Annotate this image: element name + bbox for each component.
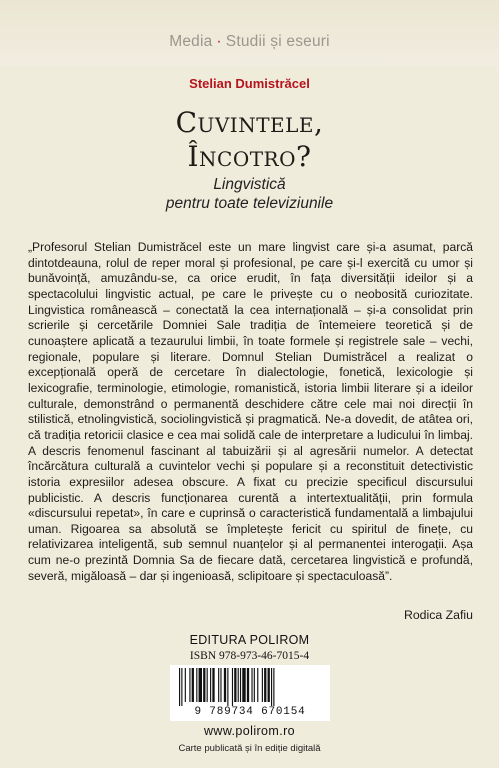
barcode-bar: [273, 668, 274, 706]
barcode-bar: [227, 668, 228, 706]
barcode-bar: [264, 668, 266, 702]
blurb-signature: Rodica Zafiu: [403, 608, 473, 622]
barcode-bar: [185, 668, 186, 702]
barcode-bar: [212, 668, 214, 702]
book-subtitle: [0, 175, 499, 213]
barcode-bar: [232, 668, 233, 706]
barcode-bar: [210, 668, 211, 702]
barcode-digits: 9 789734 670154: [194, 706, 306, 718]
barcode-bar: [242, 668, 245, 702]
barcode-bar: [196, 668, 197, 702]
barcode-bar: [257, 668, 258, 702]
series-right: Studii și eseuri: [225, 33, 330, 50]
barcode-bar: [268, 668, 270, 702]
blurb-text: „Profesorul Stelian Dumistrăcel este un mare lingvist care și-a asumat, parcă dintotdeauna, rolul de reper moral și profesional, pe care și-l exercită cu umor și bunăvoință, amuzându-se, ca orice erudit, în fața diversității ideilor și a spectacolului lingvistic actual, pe care le privește cu o neobosită curiozitate. Lingvistica românească – conectată la cea internațională – și-a consolidat prin scrierile și cercetările Domniei Sale tradiția de întemeiere teoretică și de cunoaștere aplicată a tezaurului limbii, în toate formele și registrele sale – vechi, regionale, populare și literare. Domnul Stelian Dumistrăcel a realizat o excepțională operă de cercetare în dialectologie, fonetică, lexicologie și lexicografie, terminologie, etimologie, romanistică, istoria limbii literare și a ideilor culturale, demonstrând o permanentă deschidere către cele mai noi direcții în stilistică, etnolingvistică, sociolingvistică și pragmatică. Ne-a dovedit, de atâtea ori, că tradiția retoricii clasice e cea mai solidă cale de interpretare a ludicului în limbaj. A descris fenomenul fascinant al tabuizării și al agresării numelor. A detectat încărcătura culturală a cuvintelor vechi și populare și a reconstituit detectivistic istoria expresiilor adesea obscure. A fixat cu precizie specificul discursului publicistic. A descris funcționarea curentă a intertextualității, prin formula «discursului repetat», în care e cuprinsă o caracteristică fundamentală a limbajului uman. Rigoarea sa absolută se împletește fericit cu spiritul de finețe, cu relativizarea inteligentă, sub semnul nuanțelor și al permanentei interogații. Așa cum ne-o prezintă Domnia Sa de fiecare dată, cercetarea lingvistică e profundă, severă, migăloasă – dar și ingenioasă, sclipitoare și spectaculoasă”.: [28, 240, 473, 583]
barcode-bars: [177, 668, 323, 706]
barcode-bar: [199, 668, 202, 702]
barcode-bar: [203, 668, 205, 702]
subtitle-line-1: Lingvistică: [213, 176, 286, 193]
barcode-bar: [181, 668, 182, 706]
publisher-website: www.polirom.ro: [203, 724, 296, 738]
barcode-bar: [254, 668, 255, 702]
barcode-bar: [179, 668, 180, 706]
barcode-bar: [218, 668, 219, 702]
barcode-bar: [251, 668, 252, 702]
series-line: [0, 33, 499, 51]
digital-edition-note: Carte publicată și în ediție digitală: [178, 743, 321, 754]
title-line-1: Cuvintele,: [175, 106, 324, 139]
publisher-name: EDITURA POLIROM: [189, 633, 310, 647]
barcode: [170, 665, 330, 721]
barcode-bar: [247, 668, 249, 702]
subtitle-line-2: pentru toate televiziunile: [165, 195, 334, 212]
barcode-bar: [234, 668, 236, 702]
book-title: [0, 106, 499, 174]
title-line-2: Încotro?: [187, 140, 312, 173]
isbn-text: ISBN 978-973-46-7015-4: [189, 650, 310, 662]
barcode-bar: [240, 668, 241, 702]
barcode-bar: [262, 668, 263, 702]
barcode-bar: [220, 668, 221, 702]
barcode-bar: [238, 668, 239, 702]
author-name: Stelian Dumistrăcel: [189, 76, 310, 91]
barcode-bar: [192, 668, 194, 702]
barcode-bar: [189, 668, 190, 702]
barcode-bar: [224, 668, 226, 702]
series-left: Media: [169, 33, 213, 50]
barcode-bar: [271, 668, 272, 706]
series-separator: ·: [216, 33, 222, 50]
barcode-bar: [207, 668, 208, 702]
